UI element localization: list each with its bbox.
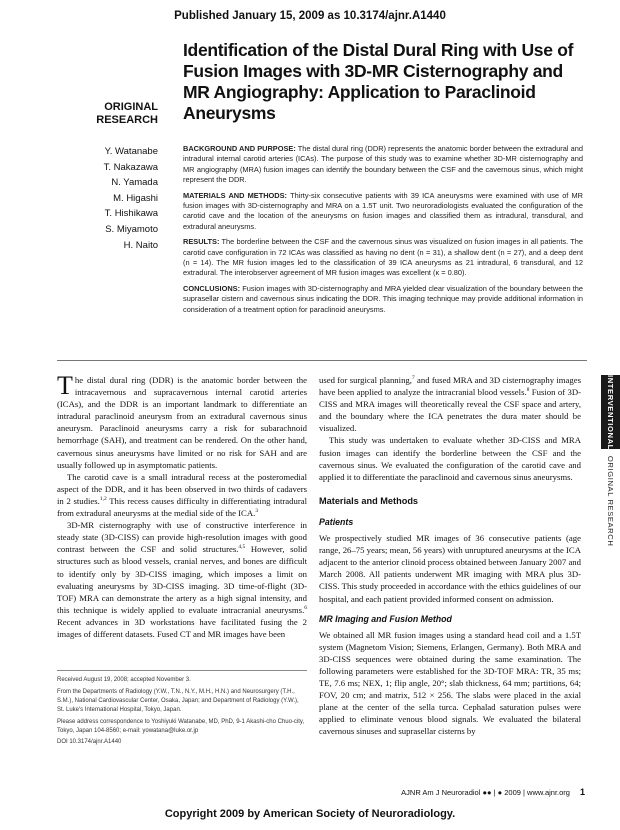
paragraph-text: The carotid cave is a small intradural recess at the posteromedial aspect of the DDR, and it has been observed in two thirds of cadavers in 2 studies. bbox=[57, 471, 307, 506]
author: T. Hishikawa bbox=[104, 208, 158, 220]
footer-journal: AJNR Am J Neuroradiol ●● | ● 2009 | www.ajnr.org bbox=[401, 788, 570, 797]
subsection-heading: MR Imaging and Fusion Method bbox=[319, 613, 452, 624]
author: H. Naito bbox=[123, 239, 158, 251]
abstract-text: The borderline between the CSF and the cavernous sinus was visualized on fusion images in all patients. The carotid cave configuration in 72 ICAs was classified as having no dent (n = 31), a shallow dent (n = 27), and a deep dent (n = 14). The MR fusion images led to the classification of 39 ICA aneurysms as 21 intradural, 6 transdural, and 12 extradural. The interobserver agreement of MR fusion images was excellent (κ = 0.80). bbox=[183, 237, 584, 278]
paragraph-text: Recent advances in 3D workstations have facilitated fusing the 2 images of different datasets. Fused CT and MR images have been bbox=[57, 616, 307, 639]
page-number: 1 bbox=[579, 787, 585, 797]
section-label: ORIGINAL RESEARCH bbox=[96, 101, 158, 126]
author: N. Yamada bbox=[111, 177, 158, 189]
page-footer bbox=[340, 787, 585, 797]
abstract-text: Thirty-six consecutive patients with 39 ICA aneurysms were examined with use of MR fusion images with 3D-cisternography and MRA on a 1.5T unit. Two neuroradiologists evaluated the configuration of the carotid cave and the location of the aneurysms on fusion images and classified them as intradural, transdural, and extradural aneurysms. bbox=[183, 190, 584, 231]
paragraph-text: 3D-MR cisternography with use of constructive interference in steady state (3D-CISS) can provide high-resolution images with good contrast between the CSF and solid structures. bbox=[57, 520, 307, 555]
section-heading: Materials and Methods bbox=[319, 495, 419, 506]
footnotes bbox=[57, 670, 307, 750]
article-title: Identification of the Distal Dural Ring with Use of Fusion Images with 3D-MR Cisternography and MR Angiography: Application to Paraclinoid Aneurysms bbox=[183, 40, 574, 123]
abstract-results bbox=[183, 237, 583, 279]
paragraph: We obtained all MR fusion images using a standard head coil and a 1.5T system (Magnetom Vision; Siemens, Erlangen, Germany). Both MRA and 3D-CISS sequences were obtained during the same examination. The following parameters were established for the 3D-TOF MRA: TR, 35 ms; TE, 7.6 ms; NEX, 1; flip angle, 20°; slab thickness, 64 mm; partitions, 64; FOV, 20 cm; and matrix, 512 × 256. The slabs were placed in the axial plane at the center of the sella turca. Cephalad saturation pulses were applied to eliminate venous blood signals. We evaluated the bilateral cavernous sinuses and suprasellar cisterns by bbox=[319, 629, 581, 737]
paragraph-text: This recess causes difficulty in differentiating intradural from extradural aneurysms at the medial side of the ICA. bbox=[57, 495, 307, 519]
paragraph bbox=[57, 371, 307, 471]
abstract-methods bbox=[183, 191, 583, 233]
copyright-notice: Copyright 2009 by American Society of Neuroradiology. bbox=[164, 808, 456, 820]
section-divider bbox=[57, 360, 587, 361]
author-list bbox=[60, 144, 158, 253]
author: Y. Watanabe bbox=[104, 146, 158, 157]
author: M. Higashi bbox=[113, 192, 158, 204]
footnote-doi: DOI 10.3174/ajnr.A1440 bbox=[57, 739, 122, 746]
paragraph: We prospectively studied MR images of 36 consecutive patients (age range, 26–75 years; mean, 56 years) with unruptured aneurysms at the ICA adjacent to the anterior clinoid process obtained between January 2007 and March 2008. All patients underwent MR imaging with MRA plus 3D-CISS. This study proceeded in accordance with the ethics guidelines of our hospital, and each patient provided informed consent on admission. bbox=[319, 533, 581, 604]
footnote-affiliations: From the Departments of Radiology (Y.W., T.N., N.Y., M.H., H.N.) and Neurosurgery (T.H., S.M.), National Cardiovascular Center, Osaka, Japan; and Department of Radiology (Y.W.), St. Luke's International Hospital, Tokyo, Japan. bbox=[57, 688, 299, 713]
abstract-text: The distal dural ring (DDR) represents the anatomic border between the extradural and intradural internal carotid arteries (ICAs). The purpose of this study was to examine whether 3D-MR cisternography and MR angiography (MRA) fusion images can identify the boundary between the CSF and the cavernous sinus, which might represent the DDR. bbox=[183, 144, 583, 185]
abstract-background bbox=[183, 144, 583, 186]
citation: 8 bbox=[526, 387, 530, 394]
side-tab-secondary: ORIGINAL RESEARCH bbox=[606, 455, 615, 547]
publication-banner: Published January 15, 2009 as 10.3174/ajnr.A1440 bbox=[174, 10, 446, 22]
abstract-heading: RESULTS: bbox=[183, 237, 220, 247]
citation: 3 bbox=[255, 508, 259, 515]
abstract-heading: MATERIALS AND METHODS: bbox=[183, 190, 288, 200]
citation: 6 bbox=[304, 604, 307, 611]
paragraph: This study was undertaken to evaluate whether 3D-CISS and MRA fusion images can identify the borderline between the CSF and the cavernous sinus. We evaluated the configuration of the carotid cave and applied it to differentiate the paraclinoid and cavernous sinus aneurysms. bbox=[319, 435, 581, 482]
paragraph bbox=[57, 471, 307, 519]
side-tab bbox=[603, 375, 617, 595]
paragraph bbox=[57, 519, 307, 640]
abstract-heading: BACKGROUND AND PURPOSE: bbox=[183, 144, 296, 153]
footnote-correspondence: Please address correspondence to Yoshiyuki Watanabe, MD, PhD, 9-1 Akashi-cho Chuo-city, Tokyo, Japan 104-8560; e-mail: yowatana@luke.or.jp bbox=[57, 718, 305, 734]
side-tab-primary: INTERVENTIONAL bbox=[606, 375, 615, 450]
body-column-right bbox=[319, 374, 581, 738]
subsection-heading: Patients bbox=[319, 516, 354, 527]
paragraph bbox=[319, 374, 581, 434]
author: S. Miyamoto bbox=[105, 223, 158, 235]
body-column-left bbox=[57, 371, 308, 640]
citation: 7 bbox=[411, 375, 415, 382]
abstract bbox=[183, 144, 583, 320]
drop-cap: T bbox=[57, 371, 73, 400]
citation: 4,5 bbox=[238, 544, 246, 551]
paragraph-text: he distal dural ring (DDR) is the anatomic border between the intracavernous and supracavernous internal carotid arteries (ICAs), and the DDR is an important landmark to differentiate an intradural paraclinoid aneurysm from an extradural cavernous sinus aneurysm. Paraclinoid aneurysms carry a risk for subarachnoid hemorrhage (SAH), and treatment can be rendered. On the other hand, cavernous sinus aneurysms have limited or no risk for SAH and are usually followed up in asymptomatic patients. bbox=[57, 375, 307, 470]
paragraph-text: and fused MRA and 3D cisternography images have been applied to analyze the intracranial blood vessels. bbox=[319, 375, 581, 398]
paragraph-text: Fusion of 3D-CISS and MRA images will theoretically reveal the CSF space and artery, and the boundary where the ICA penetrates the dura mater should be visualized. bbox=[319, 387, 582, 434]
author: T. Nakazawa bbox=[103, 161, 158, 173]
side-tab-label bbox=[606, 375, 615, 546]
citation: 1,2 bbox=[99, 496, 107, 503]
abstract-conclusions bbox=[183, 284, 583, 315]
paragraph-text: However, solid structures such as blood vessels, cranial nerves, and bones are difficult to identify only by 3D-CISS imaging, which imposes a limit on evaluating aneurysms by 3D-CISS imaging. 3D time-of-flight (3D-TOF) MRA can demonstrate the artery as a high signal intensity, and this technique is widely applied to evaluate intracranial aneurysms. bbox=[57, 544, 308, 615]
abstract-heading: CONCLUSIONS: bbox=[183, 283, 241, 293]
paragraph-text: used for surgical planning, bbox=[319, 375, 412, 385]
abstract-text: Fusion images with 3D-cisternography and MRA yielded clear visualization of the boundary between the suprasellar cistern and cavernous sinus indicating the DDR. This imaging technique may provide additional information in consideration of a treatment option for paraclinoid aneurysms. bbox=[183, 283, 583, 314]
footnote-received: Received August 19, 2008; accepted November 3. bbox=[57, 677, 191, 683]
